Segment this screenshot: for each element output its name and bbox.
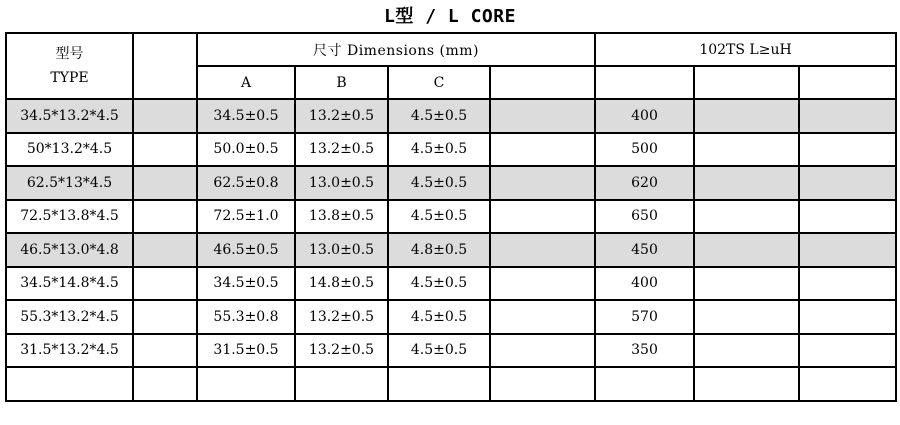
c-cell: 4.5±0.5	[388, 267, 490, 301]
b-cell: 13.2±0.5	[295, 334, 388, 368]
header-row-1	[6, 33, 896, 66]
table-row	[6, 267, 896, 301]
col-blank-header	[490, 66, 595, 99]
b-cell: 13.0±0.5	[295, 166, 388, 200]
blank-cell	[799, 334, 896, 368]
col-l-header	[595, 66, 694, 99]
blank-cell	[694, 133, 799, 167]
col-c-header: C	[388, 66, 490, 99]
table-row	[6, 200, 896, 234]
b-cell: 13.2±0.5	[295, 133, 388, 167]
blank-cell	[133, 367, 197, 401]
a-cell: 55.3±0.8	[197, 300, 295, 334]
dimensions-header: 尺寸 Dimensions (mm)	[197, 33, 595, 66]
inductance-cell: 570	[595, 300, 694, 334]
b-cell: 13.0±0.5	[295, 233, 388, 267]
blank-cell	[694, 300, 799, 334]
blank-cell	[490, 334, 595, 368]
blank-cell	[490, 233, 595, 267]
blank-cell	[694, 334, 799, 368]
inductance-header: 102TS L≥uH	[595, 33, 896, 66]
blank-cell	[490, 367, 595, 401]
blank-cell	[694, 166, 799, 200]
inductance-cell: 650	[595, 200, 694, 234]
table-row	[6, 334, 896, 368]
blank-cell	[799, 166, 896, 200]
blank-cell	[490, 267, 595, 301]
type-cell: 50*13.2*4.5	[6, 133, 133, 167]
b-cell: 13.2±0.5	[295, 99, 388, 133]
a-cell	[197, 367, 295, 401]
inductance-cell: 500	[595, 133, 694, 167]
blank-cell	[133, 200, 197, 234]
inductance-cell: 400	[595, 99, 694, 133]
b-cell: 13.2±0.5	[295, 300, 388, 334]
blank-cell	[133, 334, 197, 368]
c-cell: 4.5±0.5	[388, 200, 490, 234]
c-cell: 4.5±0.5	[388, 300, 490, 334]
blank-cell	[799, 99, 896, 133]
blank-cell	[490, 99, 595, 133]
a-cell: 50.0±0.5	[197, 133, 295, 167]
blank-cell	[799, 300, 896, 334]
a-cell: 62.5±0.8	[197, 166, 295, 200]
c-cell: 4.8±0.5	[388, 233, 490, 267]
type-header-cell	[6, 33, 133, 99]
l-core-spec-table	[5, 32, 897, 402]
blank-cell	[799, 267, 896, 301]
type-cell: 34.5*14.8*4.5	[6, 267, 133, 301]
inductance-cell: 450	[595, 233, 694, 267]
a-cell: 72.5±1.0	[197, 200, 295, 234]
blank-cell	[799, 200, 896, 234]
type-cell: 46.5*13.0*4.8	[6, 233, 133, 267]
b-cell: 14.8±0.5	[295, 267, 388, 301]
blank-cell	[490, 166, 595, 200]
inductance-cell	[595, 367, 694, 401]
type-header-en: TYPE	[50, 70, 89, 86]
table-row	[6, 367, 896, 401]
blank-cell	[799, 367, 896, 401]
header-blank-cell	[133, 33, 197, 99]
blank-cell	[133, 300, 197, 334]
inductance-cell: 620	[595, 166, 694, 200]
blank-cell	[133, 233, 197, 267]
blank-cell	[490, 200, 595, 234]
a-cell: 46.5±0.5	[197, 233, 295, 267]
col-b-header: B	[295, 66, 388, 99]
table-row	[6, 99, 896, 133]
table-row	[6, 300, 896, 334]
col-a-header: A	[197, 66, 295, 99]
c-cell: 4.5±0.5	[388, 133, 490, 167]
type-cell: 34.5*13.2*4.5	[6, 99, 133, 133]
inductance-cell: 400	[595, 267, 694, 301]
blank-cell	[694, 267, 799, 301]
blank-cell	[133, 133, 197, 167]
col-blank-header	[799, 66, 896, 99]
type-cell: 62.5*13*4.5	[6, 166, 133, 200]
table-row	[6, 133, 896, 167]
table-row	[6, 166, 896, 200]
col-blank-header	[694, 66, 799, 99]
type-header-zh: 型号	[55, 46, 84, 62]
a-cell: 34.5±0.5	[197, 99, 295, 133]
blank-cell	[490, 133, 595, 167]
blank-cell	[133, 166, 197, 200]
blank-cell	[799, 233, 896, 267]
table-row	[6, 233, 896, 267]
type-cell: 55.3*13.2*4.5	[6, 300, 133, 334]
type-cell	[6, 367, 133, 401]
blank-cell	[694, 200, 799, 234]
blank-cell	[694, 99, 799, 133]
type-cell: 72.5*13.8*4.5	[6, 200, 133, 234]
c-cell	[388, 367, 490, 401]
type-cell: 31.5*13.2*4.5	[6, 334, 133, 368]
b-cell: 13.8±0.5	[295, 200, 388, 234]
blank-cell	[694, 233, 799, 267]
page-title: L型 / L CORE	[384, 6, 516, 27]
blank-cell	[490, 300, 595, 334]
c-cell: 4.5±0.5	[388, 334, 490, 368]
blank-cell	[133, 99, 197, 133]
blank-cell	[694, 367, 799, 401]
inductance-cell: 350	[595, 334, 694, 368]
blank-cell	[799, 133, 896, 167]
c-cell: 4.5±0.5	[388, 166, 490, 200]
a-cell: 34.5±0.5	[197, 267, 295, 301]
b-cell	[295, 367, 388, 401]
a-cell: 31.5±0.5	[197, 334, 295, 368]
c-cell: 4.5±0.5	[388, 99, 490, 133]
blank-cell	[133, 267, 197, 301]
